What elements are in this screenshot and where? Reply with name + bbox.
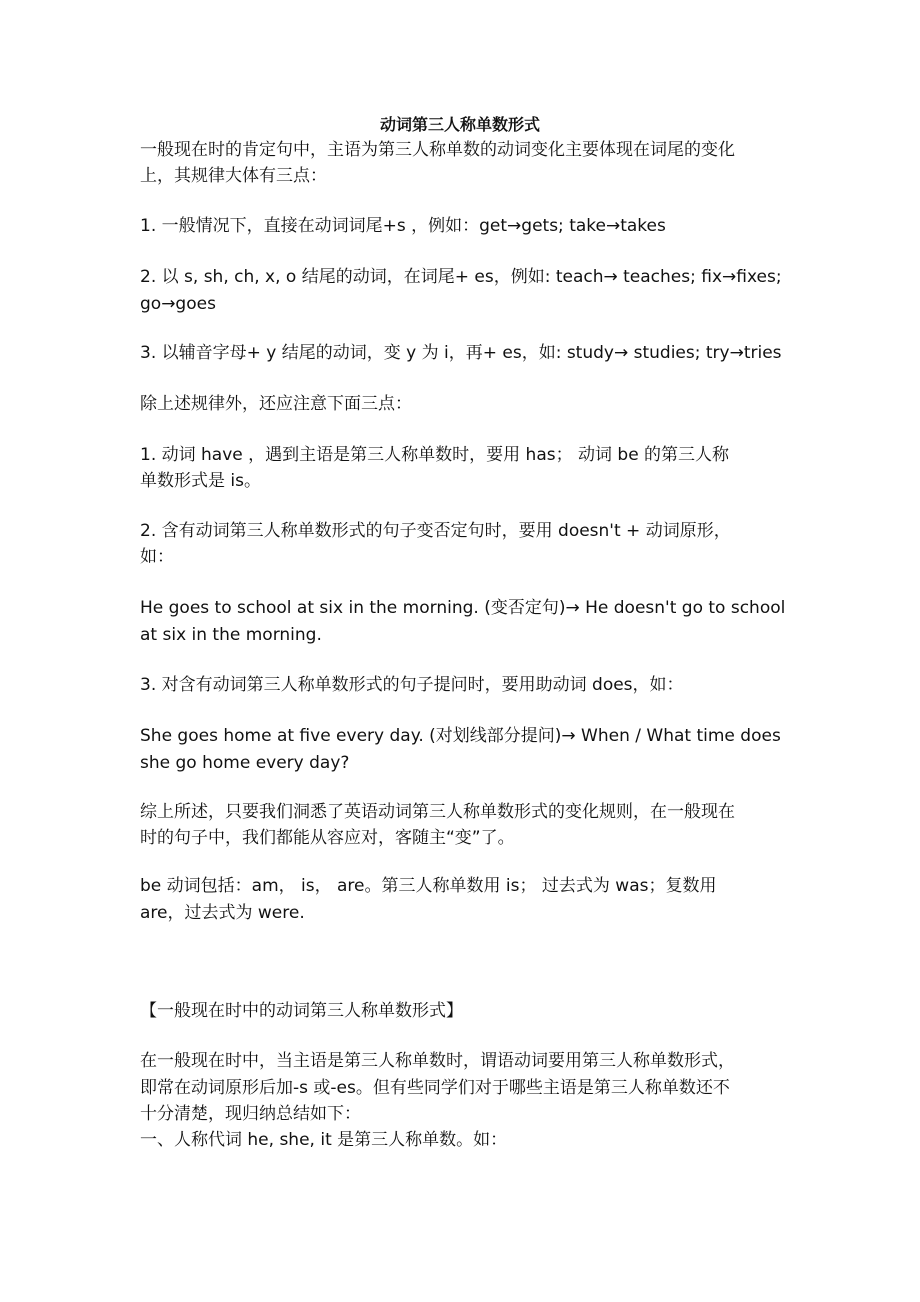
text-line: 1. 一般情况下，直接在动词词尾+s ，例如：get→gets; take→takes	[140, 216, 666, 236]
text-line: 2. 含有动词第三人称单数形式的句子变否定句时，要用 doesn't + 动词原形，	[140, 521, 731, 541]
text-line: 时的句子中，我们都能从容应对，客随主“变”了。	[140, 828, 515, 848]
text-line: she go home every day?	[140, 753, 350, 773]
text-line: be 动词包括：am， is， are。第三人称单数用 is； 过去式为 was；复数用	[140, 876, 717, 896]
text-line: 3. 对含有动词第三人称单数形式的句子提问时，要用助动词 does，如：	[140, 675, 684, 695]
text-line: 上，其规律大体有三点：	[140, 166, 327, 186]
text-line: 十分清楚，现归纳总结如下：	[140, 1104, 361, 1124]
text-line: 综上所述，只要我们洞悉了英语动词第三人称单数形式的变化规则，在一般现在	[140, 802, 735, 822]
text-line: 如：	[140, 547, 174, 567]
text-line: 3. 以辅音字母+ y 结尾的动词，变 y 为 i，再+ es，如: study→ studies; try→tries	[140, 343, 782, 363]
text-line: at six in the morning.	[140, 625, 322, 645]
text-line: go→goes	[140, 294, 216, 314]
text-line: 1. 动词 have ，遇到主语是第三人称单数时，要用 has； 动词 be 的第三人称	[140, 445, 730, 465]
document-title: 动词第三人称单数形式	[379, 115, 540, 134]
text-line: He goes to school at six in the morning. (变否定句)→ He doesn't go to school	[140, 598, 786, 618]
text-line: 2. 以 s, sh, ch, x, o 结尾的动词，在词尾+ es，例如: teach→ teaches; fix→fixes;	[140, 267, 782, 287]
text-line: She goes home at five every day. (对划线部分提问)→ When / What time does	[140, 726, 781, 746]
text-line: are，过去式为 were.	[140, 903, 305, 923]
text-line: 一般现在时的肯定句中，主语为第三人称单数的动词变化主要体现在词尾的变化	[140, 140, 735, 160]
text-line: 除上述规律外，还应注意下面三点：	[140, 394, 412, 414]
text-line: 即常在动词原形后加-s 或-es。但有些同学们对于哪些主语是第三人称单数还不	[140, 1078, 730, 1098]
text-line: 在一般现在时中，当主语是第三人称单数时，谓语动词要用第三人称单数形式，	[140, 1051, 735, 1071]
text-line: 一、人称代词 he, she, it 是第三人称单数。如：	[140, 1130, 508, 1150]
text-line: 【一般现在时中的动词第三人称单数形式】	[140, 1001, 463, 1021]
text-line: 单数形式是 is。	[140, 471, 261, 491]
